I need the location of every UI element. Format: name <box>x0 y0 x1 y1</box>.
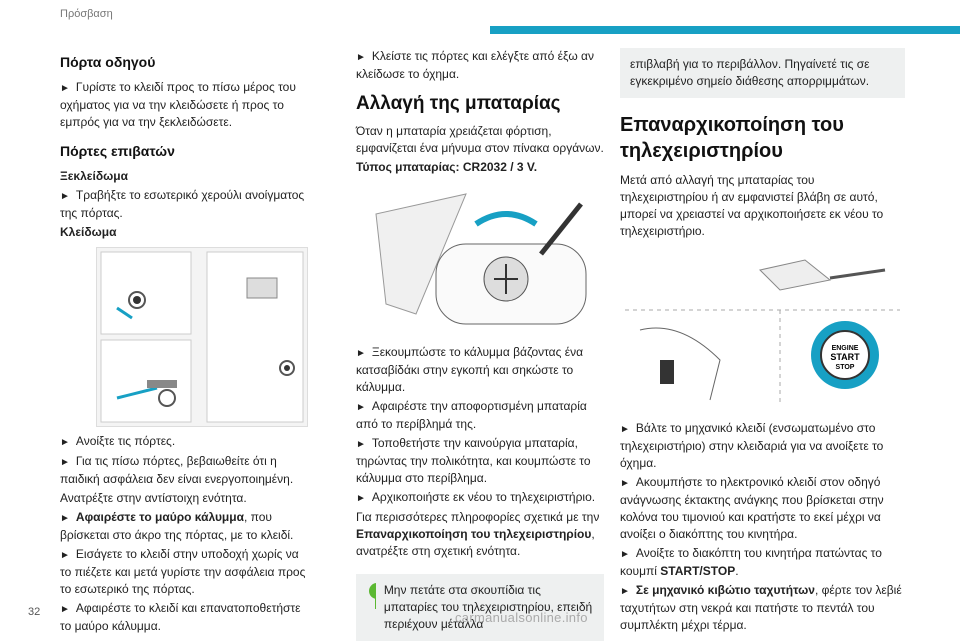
battery-heading: Αλλαγή της μπαταρίας <box>356 93 561 114</box>
bullet-icon: ► <box>620 478 630 489</box>
engine-button-label: ENGINE <box>831 345 859 352</box>
page-number: 32 <box>28 606 41 618</box>
step-start-stop: ► Ανοίξτε το διακόπτη του κινητήρα πατώντας το κουμπί START/STOP. <box>620 546 882 578</box>
battery-illustration <box>356 184 606 334</box>
bullet-icon: ► <box>60 83 70 94</box>
step-insert-battery: ► Τοποθετήστε την καινούργια μπαταρία, τηρώντας την πολικότητα, και κουμπώστε το κάλυμμα στο περίβλημα. <box>356 436 591 485</box>
step-mechanical-key: ► Βάλτε το μηχανικό κλειδί (ενσωματωμένο στο τηλεχειριστήριο) στην κλειδαριά για να ανοίξετε το όχημα. <box>620 421 884 470</box>
bullet-icon: ► <box>60 513 70 524</box>
bullet-icon: ► <box>60 550 70 561</box>
battery-drawing <box>356 184 606 334</box>
reinit-heading: Επαναρχικοποίηση του τηλεχειριστηρίου <box>620 114 844 162</box>
bullet-icon: ► <box>356 348 366 359</box>
driver-door-text: ► Γυρίστε το κλειδί προς το πίσω μέρος του οχήματος για να την κλειδώσετε ή προς το εμπρός για να την ξεκλειδώσετε. <box>60 80 296 129</box>
column-1 <box>60 48 308 637</box>
bullet-icon: ► <box>60 437 70 448</box>
step-reinitialise: ► Αρχικοποιήστε εκ νέου το τηλεχειριστήριο. <box>356 490 596 504</box>
header-accent-bar <box>490 26 960 34</box>
stop-button-label: STOP <box>835 364 855 371</box>
column-2 <box>356 48 604 641</box>
step-insert-key: ► Εισάγετε το κλειδί στην υποδοχή χωρίς να το πιέζετε και μετά γυρίστε την ασφάλεια προς το εσωτερικό της πόρτας. <box>60 547 306 596</box>
unlock-heading: Ξεκλείδωμα <box>60 169 128 183</box>
bullet-icon: ► <box>620 586 630 597</box>
battery-type: Τύπος μπαταρίας: CR2032 / 3 V. <box>356 160 538 174</box>
unlock-text: ► Τραβήξτε το εσωτερικό χερούλι ανοίγματος της πόρτας. <box>60 188 305 220</box>
tree-icon <box>366 582 376 610</box>
bullet-icon: ► <box>60 457 70 468</box>
reference-text: Ανατρέξτε στην αντίστοιχη ενότητα. <box>60 491 247 505</box>
step-manual-gearbox: ► Σε μηχανικό κιβώτιο ταχυτήτων, φέρτε τον λεβιέ ταχυτήτων στη νεκρά και πατήστε το πεντάλ του συμπλέκτη μέχρι τέρμα. <box>620 583 902 632</box>
section-title: Πρόσβαση <box>60 8 113 20</box>
reinit-intro: Μετά από αλλαγή της μπαταρίας του τηλεχειριστηρίου ή αν εμφανιστεί βλάβη σε αυτό, μπορεί να χρειαστεί να αρχικοποιήσετε εκ νέου το τηλεχειριστήριο. <box>620 173 884 238</box>
lock-heading: Κλείδωμα <box>60 225 117 239</box>
step-emergency-reader: ► Ακουμπήστε το ηλεκτρονικό κλειδί στον οδηγό ανάγνωσης έκτακτης ανάγκης που βρίσκεται στην κολόνα του τιμονιού και κρατήστε το εκεί μέχρι να ανοίξει ο διακόπτης του κινητήρα. <box>620 475 884 541</box>
door-lock-drawing <box>97 248 307 426</box>
step-close-doors: ► Κλείστε τις πόρτες και ελέγξτε από έξω αν κλείδωσε το όχημα. <box>356 49 594 81</box>
bullet-icon: ► <box>60 604 70 615</box>
bullet-icon: ► <box>620 549 630 560</box>
reinit-drawing <box>620 250 905 410</box>
step-unclip-cover: ► Ξεκουμπώστε το κάλυμμα βάζοντας ένα κατσαβίδάκι στην εγκοπή και σηκώστε το κάλυμμα. <box>356 345 584 394</box>
bullet-icon: ► <box>356 52 366 63</box>
step-open-doors: ► Ανοίξτε τις πόρτες. <box>60 434 176 448</box>
step-remove-battery: ► Αφαιρέστε την αποφορτισμένη μπαταρία από το περίβλημά της. <box>356 399 587 431</box>
environment-note <box>356 574 604 641</box>
reinit-illustration <box>620 250 905 410</box>
door-lock-illustration <box>96 247 308 427</box>
step-refit-cover: ► Αφαιρέστε το κλειδί και επανατοποθετήστε το μαύρο κάλυμμα. <box>60 601 301 633</box>
side-doors-heading: Πόρτες επιβατών <box>60 143 175 159</box>
column-3 <box>620 48 905 636</box>
start-button-label: START <box>830 352 860 362</box>
bullet-icon: ► <box>356 439 366 450</box>
environment-note-text: Μην πετάτε στα σκουπίδια τις μπαταρίες του τηλεχειριστηρίου, επειδή περιέχουν μέταλλα <box>383 583 593 631</box>
bullet-icon: ► <box>356 493 366 504</box>
step-child-lock: ► Για τις πίσω πόρτες, βεβαιωθείτε ότι η παιδική ασφάλεια δεν είναι ενεργοποιημένη. <box>60 454 294 486</box>
battery-intro: Όταν η μπαταρία χρειάζεται φόρτιση, εμφανίζεται ένα μήνυμα στον πίνακα οργάνων. <box>356 124 604 155</box>
environment-note-continued: επιβλαβή για το περιβάλλον. Πηγαίνετέ τις σε εγκεκριμένο σημείο διάθεσης απορριμμάτων. <box>620 48 905 98</box>
bullet-icon: ► <box>60 191 70 202</box>
watermark: carmanualsonline.info <box>455 610 588 625</box>
driver-door-heading: Πόρτα οδηγού <box>60 54 156 70</box>
bullet-icon: ► <box>356 402 366 413</box>
step-remove-cover: ► Αφαιρέστε το μαύρο κάλυμμα, που βρίσκεται στο άκρο της πόρτας, με το κλειδί. <box>60 510 294 542</box>
bullet-icon: ► <box>620 424 630 435</box>
more-info: Για περισσότερες πληροφορίες σχετικά με την Επαναρχικοποίηση του τηλεχειριστηρίου, ανατρέξτε στη σχετική ενότητα. <box>356 510 600 558</box>
